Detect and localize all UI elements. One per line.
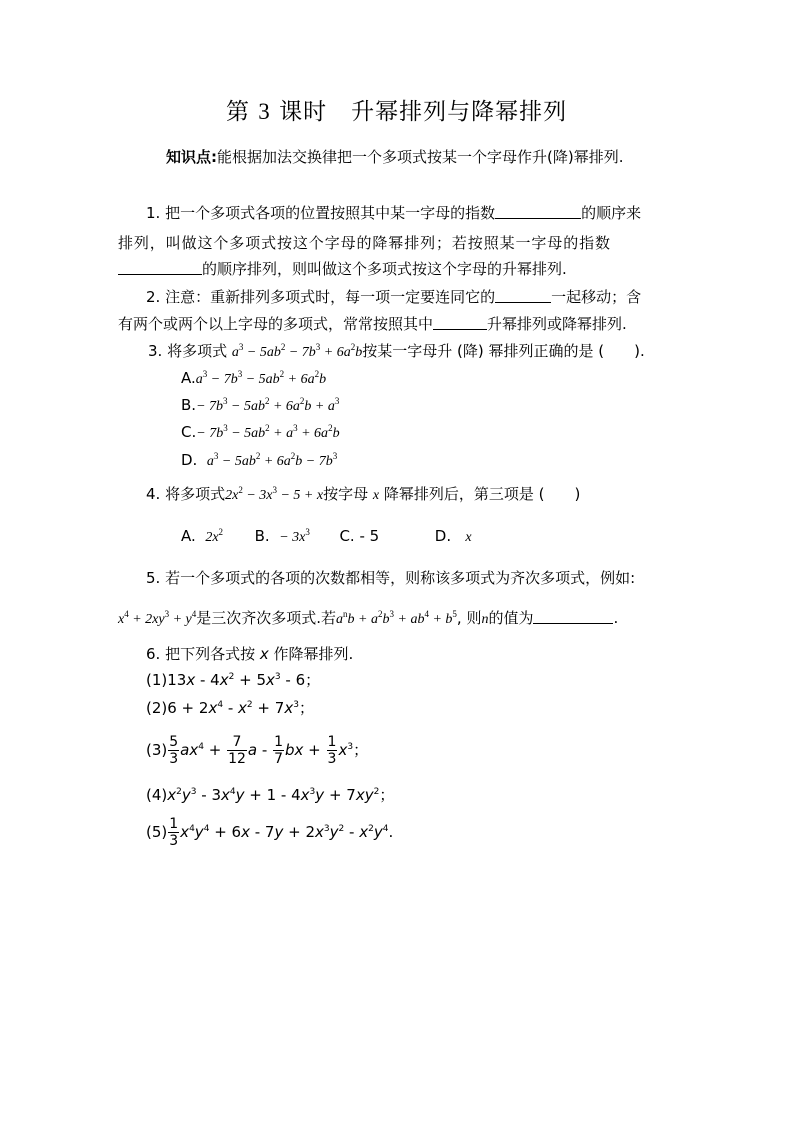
page-title: 第 3 课时 升幂排列与降幂排列: [225, 99, 568, 125]
answer-blank[interactable]: [495, 286, 551, 303]
answer-blank[interactable]: [533, 607, 613, 624]
q6-stem: 6. 把下列各式按 x 作降幂排列.: [146, 645, 354, 663]
answer-blank[interactable]: [433, 313, 487, 330]
q4-option-c: C. - 5: [339, 527, 380, 545]
q5-line-2: $x^4 + 2xy^3 + y^4$是三次齐次多项式.若$a^nb + a^2b^3 + ab^4 + b^5$, 则n的值为 .: [118, 609, 619, 627]
knowledge-label: 知识点:: [166, 148, 217, 166]
answer-blank[interactable]: [495, 202, 581, 219]
q4-options: [181, 525, 472, 549]
q6-item-1: $(1)13x - 4x^2 + 5x^3 - 6$；: [146, 671, 321, 689]
q6-item-2: $(2)6 + 2x^4 - x^2 + 7x^3$；: [146, 699, 314, 717]
q2-line-2: 有两个或两个以上字母的多项式，常常按照其中 升幂排列或降幂排列.: [118, 315, 627, 333]
q3-option-c: $C.- 7b^3 - 5ab^2 + a^3 + 6a^2b$: [181, 423, 340, 441]
q6-item-4: $(4)x^2y^3 - 3x^4y + 1 - 4x^3y + 7xy^2$；: [146, 786, 395, 804]
q4-stem: 4. 将多项式$2x^2 - 3x^3 - 5 + x$按字母 x 降幂排列后，第三项是 ( ): [146, 485, 581, 503]
q1-line-3: 的顺序排列，则叫做这个多项式按这个字母的升幂排列.: [118, 258, 567, 280]
answer-blank[interactable]: [118, 258, 202, 275]
knowledge-point: 知识点:能根据加法交换律把一个多项式按某一个字母作升(降)幂排列.: [166, 148, 624, 166]
q3-stem: 3. 将多项式 $a^3 - 5ab^2 - 7b^3 + 6a^2b$按某一字母升 (降) 幂排列正确的是 ( ).: [148, 342, 645, 360]
q5-line-1: 5. 若一个多项式的各项的次数都相等，则称该多项式为齐次多项式，例如:: [146, 569, 636, 587]
q1-line-2: 排列，叫做这个多项式按这个字母的降幂排列；若按照某一字母的指数: [118, 234, 611, 252]
q3-option-a: $A.a^3 - 7b^3 - 5ab^2 + 6a^2b$: [181, 369, 327, 387]
q2-line-1: 2. 注意：重新排列多项式时，每一项一定要连同它的 一起移动；含: [146, 288, 642, 306]
q3-polynomial: $a^3 - 5ab^2 - 7b^3 + 6a^2b$: [231, 342, 363, 360]
q6-item-3: (3) $\frac{5}{3}$ $ax^4$ + $\frac{7}{12}$ a - $\frac{1}{7}$ bx + $\frac{1}{3}$ $x^3$；: [146, 734, 369, 767]
q1-line-1: 1. 把一个多项式各项的位置按照其中某一字母的指数 的顺序来: [146, 204, 642, 222]
q6-item-5: (5) $\frac{1}{3}$ $x^4y^4 + 6x - 7y + 2x^3y^2 - x^2y^4$.: [146, 816, 394, 849]
q3-option-b: $B.- 7b^3 - 5ab^2 + 6a^2b + a^3$: [181, 396, 340, 414]
q4-polynomial: $2x^2 - 3x^3 - 5 + x$: [225, 485, 324, 503]
q4-option-b: B. − $3x^3$: [254, 527, 310, 545]
q3-option-d: D. $a^3 - 5ab^2 + 6a^2b - 7b^3$: [181, 451, 338, 469]
q4-option-d: D. x: [434, 527, 472, 545]
q4-option-a: A. $2x^2$: [181, 527, 224, 545]
